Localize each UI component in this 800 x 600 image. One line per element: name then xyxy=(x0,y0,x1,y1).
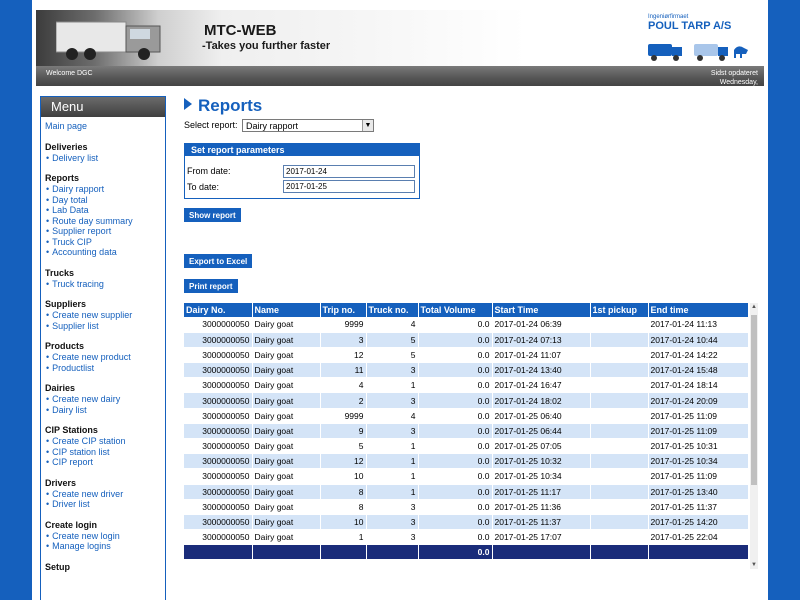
cell-dairy-no: 3000000050 xyxy=(184,378,252,393)
cell-start-time: 2017-01-25 06:40 xyxy=(492,408,590,423)
cell-trip-no: 4 xyxy=(320,378,366,393)
app-tagline: -Takes you further faster xyxy=(202,40,331,52)
scroll-down-icon[interactable]: ▼ xyxy=(751,562,757,568)
to-date-field[interactable]: 2017-01-25 xyxy=(283,180,415,193)
menu-section-cip-stations: CIP Stations xyxy=(45,425,98,435)
sidebar-item-label: Dairy list xyxy=(52,404,87,415)
sidebar-item-supplier-report[interactable] xyxy=(45,226,165,237)
cell-total-volume: 0.0 xyxy=(418,363,492,378)
export-excel-button[interactable]: Export to Excel xyxy=(184,254,252,268)
cell-truck-no: 1 xyxy=(366,484,418,499)
cell-truck-no: 3 xyxy=(366,423,418,438)
cell-dairy-no: 3000000050 xyxy=(184,514,252,529)
cell-dairy-no: 3000000050 xyxy=(184,347,252,362)
bullet-icon: • xyxy=(46,320,50,331)
sidebar-item-create-new-login[interactable] xyxy=(45,531,165,542)
cell-trip-no: 12 xyxy=(320,454,366,469)
bullet-icon: • xyxy=(46,310,50,320)
cell-1st-pickup xyxy=(590,332,648,347)
cell-truck-no: 3 xyxy=(366,499,418,514)
cell-name: Dairy goat xyxy=(252,499,320,514)
cell-start-time: 2017-01-24 11:07 xyxy=(492,347,590,362)
menu-section-deliveries: Deliveries xyxy=(45,141,88,152)
select-report-row xyxy=(184,120,372,131)
total-empty-cell xyxy=(320,545,366,560)
cell-1st-pickup xyxy=(590,484,648,499)
cell-name: Dairy goat xyxy=(252,469,320,484)
table-row xyxy=(184,439,748,454)
column-header-name[interactable]: Name xyxy=(252,303,320,317)
sidebar-item-label: Day total xyxy=(52,194,88,205)
sidebar-item-label: CIP station list xyxy=(52,446,110,457)
cell-1st-pickup xyxy=(590,423,648,438)
cell-total-volume: 0.0 xyxy=(418,439,492,454)
total-volume-cell: 0.0 xyxy=(418,545,492,560)
cell-1st-pickup xyxy=(590,469,648,484)
cell-trip-no: 11 xyxy=(320,363,366,378)
cell-start-time: 2017-01-24 07:13 xyxy=(492,332,590,347)
sidebar-item-label: Supplier list xyxy=(52,320,99,331)
cell-end-time: 2017-01-25 22:04 xyxy=(648,530,748,545)
status-bar xyxy=(36,66,764,86)
cell-name: Dairy goat xyxy=(252,393,320,408)
cell-total-volume: 0.0 xyxy=(418,393,492,408)
table-row xyxy=(184,423,748,438)
column-header-truck-no[interactable]: Truck no. xyxy=(366,303,418,317)
table-row xyxy=(184,530,748,545)
scroll-up-icon[interactable]: ▲ xyxy=(751,304,757,310)
cell-1st-pickup xyxy=(590,439,648,454)
cell-start-time: 2017-01-25 07:05 xyxy=(492,439,590,454)
cell-dairy-no: 3000000050 xyxy=(184,439,252,454)
menu-section-setup: Setup xyxy=(45,561,71,572)
updated-label: Sidst opdateret xyxy=(710,70,758,77)
table-row xyxy=(184,499,748,514)
report-select-value: Dairy rapport xyxy=(246,121,299,131)
cell-end-time: 2017-01-25 11:09 xyxy=(648,408,748,423)
sidebar-item-create-cip-station[interactable] xyxy=(45,436,165,447)
cell-name: Dairy goat xyxy=(252,439,320,454)
cell-dairy-no: 3000000050 xyxy=(184,469,252,484)
cell-trip-no: 9999 xyxy=(320,408,366,423)
cell-truck-no: 5 xyxy=(366,347,418,362)
cell-1st-pickup xyxy=(590,530,648,545)
menu-section-dairies: Dairies xyxy=(45,383,76,393)
cell-total-volume: 0.0 xyxy=(418,332,492,347)
sidebar-item-truck-tracing[interactable] xyxy=(45,279,165,290)
scrollbar-thumb[interactable] xyxy=(751,315,757,485)
cell-start-time: 2017-01-25 06:44 xyxy=(492,423,590,438)
cell-start-time: 2017-01-25 11:37 xyxy=(492,514,590,529)
sidebar-menu xyxy=(40,96,166,600)
cell-total-volume: 0.0 xyxy=(418,347,492,362)
welcome-text: Welcome DGC xyxy=(46,70,93,77)
from-date-label: From date: xyxy=(187,166,231,176)
sidebar-item-create-new-driver[interactable] xyxy=(45,489,165,500)
cell-end-time: 2017-01-24 10:44 xyxy=(648,332,748,347)
sidebar-item-route-day-summary[interactable] xyxy=(45,216,165,227)
print-report-button[interactable]: Print report xyxy=(184,279,238,293)
sidebar-item-label: Accounting data xyxy=(52,247,117,257)
cell-1st-pickup xyxy=(590,317,648,332)
cell-dairy-no: 3000000050 xyxy=(184,499,252,514)
sidebar-item-accounting-data[interactable] xyxy=(45,247,165,258)
sidebar-item-label: Truck tracing xyxy=(52,278,104,289)
sidebar-item-day-total[interactable] xyxy=(45,195,165,206)
cell-truck-no: 3 xyxy=(366,393,418,408)
title-arrow-icon xyxy=(184,98,192,110)
sidebar-item-label: Productlist xyxy=(52,362,95,373)
bullet-icon: • xyxy=(46,404,50,415)
bullet-icon: • xyxy=(46,499,50,509)
menu-body xyxy=(41,117,165,573)
cell-name: Dairy goat xyxy=(252,530,320,545)
bullet-icon: • xyxy=(46,184,50,194)
last-updated xyxy=(711,69,758,87)
sidebar-item-create-new-dairy[interactable] xyxy=(45,394,165,405)
sidebar-item-create-new-supplier[interactable] xyxy=(45,310,165,321)
sidebar-item-label: Truck CIP xyxy=(52,236,92,247)
cell-name: Dairy goat xyxy=(252,317,320,332)
cell-trip-no: 3 xyxy=(320,332,366,347)
cell-trip-no: 8 xyxy=(320,499,366,514)
total-empty-cell xyxy=(492,545,590,560)
report-table xyxy=(184,303,749,560)
sidebar-item-cip-station-list[interactable] xyxy=(45,447,165,458)
bullet-icon: • xyxy=(46,247,50,257)
cell-total-volume: 0.0 xyxy=(418,530,492,545)
cell-start-time: 2017-01-25 17:07 xyxy=(492,530,590,545)
cell-truck-no: 3 xyxy=(366,363,418,378)
menu-section-trucks: Trucks xyxy=(45,267,75,278)
sidebar-item-label: Supplier report xyxy=(52,226,112,236)
page-title-text: Reports xyxy=(198,96,263,115)
cell-1st-pickup xyxy=(590,514,648,529)
cell-start-time: 2017-01-24 18:02 xyxy=(492,393,590,408)
cell-truck-no: 3 xyxy=(366,530,418,545)
total-empty-cell xyxy=(590,545,648,560)
cell-1st-pickup xyxy=(590,393,648,408)
cell-trip-no: 12 xyxy=(320,347,366,362)
table-row xyxy=(184,363,748,378)
sidebar-item-cip-report[interactable] xyxy=(45,457,165,468)
sidebar-item-label: CIP report xyxy=(52,457,94,467)
cell-dairy-no: 3000000050 xyxy=(184,332,252,347)
cell-end-time: 2017-01-24 14:22 xyxy=(648,347,748,362)
menu-section-products: Products xyxy=(45,341,85,351)
sidebar-item-label: Delivery list xyxy=(52,152,99,163)
header xyxy=(36,10,764,66)
cell-dairy-no: 3000000050 xyxy=(184,408,252,423)
sidebar-item-main-page[interactable]: Main page xyxy=(45,121,88,131)
cell-total-volume: 0.0 xyxy=(418,484,492,499)
cell-trip-no: 9999 xyxy=(320,317,366,332)
menu-section-drivers: Drivers xyxy=(45,477,77,488)
report-parameters-panel xyxy=(184,143,420,199)
company-name: POUL TARP A/S xyxy=(648,20,732,32)
bullet-icon: • xyxy=(46,205,50,215)
cell-total-volume: 0.0 xyxy=(418,317,492,332)
cell-name: Dairy goat xyxy=(252,332,320,347)
cell-truck-no: 1 xyxy=(366,439,418,454)
column-header-1st-pickup[interactable]: 1st pickup xyxy=(590,303,648,317)
sidebar-item-manage-logins[interactable] xyxy=(45,541,165,552)
sidebar-item-delivery-list[interactable] xyxy=(45,153,165,164)
cell-dairy-no: 3000000050 xyxy=(184,454,252,469)
table-row xyxy=(184,484,748,499)
cell-start-time: 2017-01-25 10:32 xyxy=(492,454,590,469)
sidebar-item-truck-cip[interactable] xyxy=(45,237,165,248)
cell-trip-no: 8 xyxy=(320,484,366,499)
bullet-icon: • xyxy=(46,457,50,467)
menu-section-reports: Reports xyxy=(45,173,80,183)
table-row xyxy=(184,393,748,408)
sidebar-item-label: Dairy rapport xyxy=(52,184,105,194)
cell-1st-pickup xyxy=(590,499,648,514)
sidebar-item-label: Create CIP station xyxy=(52,436,126,446)
column-header-trip-no[interactable]: Trip no. xyxy=(320,303,366,317)
cell-end-time: 2017-01-25 10:34 xyxy=(648,454,748,469)
cell-trip-no: 2 xyxy=(320,393,366,408)
bullet-icon: • xyxy=(46,152,50,163)
page-title xyxy=(184,96,262,116)
table-row xyxy=(184,378,748,393)
cell-1st-pickup xyxy=(590,378,648,393)
truck-logo-icon xyxy=(56,16,176,62)
bullet-icon: • xyxy=(46,530,50,541)
cell-trip-no: 9 xyxy=(320,423,366,438)
menu-section-create-login: Create login xyxy=(45,519,98,530)
cell-total-volume: 0.0 xyxy=(418,514,492,529)
cell-dairy-no: 3000000050 xyxy=(184,317,252,332)
sidebar-item-label: Manage logins xyxy=(52,541,111,551)
cell-1st-pickup xyxy=(590,454,648,469)
cell-truck-no: 1 xyxy=(366,469,418,484)
cell-dairy-no: 3000000050 xyxy=(184,423,252,438)
cell-end-time: 2017-01-24 20:09 xyxy=(648,393,748,408)
sidebar-item-dairy-rapport[interactable] xyxy=(45,184,165,195)
bullet-icon: • xyxy=(46,446,50,457)
cell-end-time: 2017-01-25 11:09 xyxy=(648,423,748,438)
total-empty-cell xyxy=(252,545,320,560)
cell-dairy-no: 3000000050 xyxy=(184,363,252,378)
bullet-icon: • xyxy=(46,394,50,404)
cell-end-time: 2017-01-24 11:13 xyxy=(648,317,748,332)
bullet-icon: • xyxy=(46,488,50,499)
cell-truck-no: 3 xyxy=(366,514,418,529)
banner xyxy=(36,10,526,66)
bullet-icon: • xyxy=(46,226,50,236)
cell-start-time: 2017-01-25 11:36 xyxy=(492,499,590,514)
table-row xyxy=(184,408,748,423)
cell-dairy-no: 3000000050 xyxy=(184,484,252,499)
cell-trip-no: 5 xyxy=(320,439,366,454)
cell-dairy-no: 3000000050 xyxy=(184,393,252,408)
company-small-label: Ingeniørfirmaet xyxy=(648,14,689,20)
main-content xyxy=(184,96,764,600)
cell-name: Dairy goat xyxy=(252,378,320,393)
updated-value: Wednesday, xyxy=(719,79,758,86)
total-empty-cell xyxy=(184,545,252,560)
cell-1st-pickup xyxy=(590,347,648,362)
menu-section-suppliers: Suppliers xyxy=(45,299,87,309)
cell-total-volume: 0.0 xyxy=(418,469,492,484)
bullet-icon: • xyxy=(46,436,50,446)
company-trucks-icon xyxy=(646,38,752,62)
column-header-end-time[interactable]: End time xyxy=(648,303,748,317)
bullet-icon: • xyxy=(46,541,50,551)
chevron-down-icon[interactable]: ▼ xyxy=(362,120,373,131)
cell-name: Dairy goat xyxy=(252,363,320,378)
table-row xyxy=(184,454,748,469)
cell-start-time: 2017-01-24 06:39 xyxy=(492,317,590,332)
cell-name: Dairy goat xyxy=(252,423,320,438)
table-row xyxy=(184,317,748,332)
cell-dairy-no: 3000000050 xyxy=(184,530,252,545)
cell-end-time: 2017-01-24 15:48 xyxy=(648,363,748,378)
cell-end-time: 2017-01-25 11:09 xyxy=(648,469,748,484)
cell-1st-pickup xyxy=(590,408,648,423)
bullet-icon: • xyxy=(46,236,50,247)
sidebar-item-label: Create new product xyxy=(52,352,131,362)
cell-truck-no: 4 xyxy=(366,317,418,332)
cell-name: Dairy goat xyxy=(252,484,320,499)
menu-title: Menu xyxy=(41,97,165,117)
table-scrollbar[interactable] xyxy=(750,303,758,569)
cell-start-time: 2017-01-24 16:47 xyxy=(492,378,590,393)
cell-truck-no: 1 xyxy=(366,454,418,469)
bullet-icon: • xyxy=(46,278,50,289)
report-table-container xyxy=(184,303,758,569)
cell-trip-no: 10 xyxy=(320,514,366,529)
sidebar-item-lab-data[interactable] xyxy=(45,205,165,216)
cell-truck-no: 1 xyxy=(366,378,418,393)
table-row xyxy=(184,469,748,484)
table-row xyxy=(184,514,748,529)
parameters-title: Set report parameters xyxy=(185,144,419,156)
bullet-icon: • xyxy=(46,362,50,373)
bullet-icon: • xyxy=(46,194,50,205)
bullet-icon: • xyxy=(46,215,50,226)
column-header-start-time[interactable]: Start Time xyxy=(492,303,590,317)
cell-start-time: 2017-01-25 10:34 xyxy=(492,469,590,484)
column-header-dairy-no[interactable]: Dairy No. xyxy=(184,303,252,317)
bullet-icon: • xyxy=(46,352,50,362)
cell-total-volume: 0.0 xyxy=(418,408,492,423)
table-header-row xyxy=(184,303,748,317)
sidebar-item-driver-list[interactable] xyxy=(45,499,165,510)
cell-total-volume: 0.0 xyxy=(418,499,492,514)
cell-end-time: 2017-01-25 14:20 xyxy=(648,514,748,529)
cell-name: Dairy goat xyxy=(252,514,320,529)
cell-total-volume: 0.0 xyxy=(418,454,492,469)
total-empty-cell xyxy=(648,545,748,560)
sidebar-item-label: Driver list xyxy=(52,499,90,509)
cell-start-time: 2017-01-24 13:40 xyxy=(492,363,590,378)
cell-trip-no: 10 xyxy=(320,469,366,484)
cell-name: Dairy goat xyxy=(252,347,320,362)
cell-end-time: 2017-01-25 13:40 xyxy=(648,484,748,499)
cell-truck-no: 5 xyxy=(366,332,418,347)
from-date-field[interactable]: 2017-01-24 xyxy=(283,165,415,178)
sidebar-item-supplier-list[interactable] xyxy=(45,321,165,332)
cell-total-volume: 0.0 xyxy=(418,423,492,438)
cell-1st-pickup xyxy=(590,363,648,378)
cell-name: Dairy goat xyxy=(252,454,320,469)
column-header-total-volume[interactable]: Total Volume xyxy=(418,303,492,317)
sidebar-item-label: Create new dairy xyxy=(52,394,121,404)
cell-end-time: 2017-01-25 10:31 xyxy=(648,439,748,454)
sidebar-item-productlist[interactable] xyxy=(45,363,165,374)
company-logo xyxy=(644,14,754,64)
sidebar-item-label: Route day summary xyxy=(52,215,133,226)
cell-truck-no: 4 xyxy=(366,408,418,423)
cell-total-volume: 0.0 xyxy=(418,378,492,393)
sidebar-item-label: Create new driver xyxy=(52,488,124,499)
cell-trip-no: 1 xyxy=(320,530,366,545)
cell-end-time: 2017-01-24 18:14 xyxy=(648,378,748,393)
total-empty-cell xyxy=(366,545,418,560)
table-row xyxy=(184,332,748,347)
sidebar-item-create-new-product[interactable] xyxy=(45,352,165,363)
select-report-label: Select report: xyxy=(184,120,238,130)
app-title: MTC-WEB xyxy=(204,22,277,39)
to-date-label: To date: xyxy=(187,182,220,192)
cell-name: Dairy goat xyxy=(252,408,320,423)
table-total-row xyxy=(184,545,748,560)
cell-start-time: 2017-01-25 11:17 xyxy=(492,484,590,499)
app-frame xyxy=(32,0,768,600)
table-row xyxy=(184,347,748,362)
sidebar-item-dairy-list[interactable] xyxy=(45,405,165,416)
report-select[interactable] xyxy=(242,119,374,132)
sidebar-item-label: Create new login xyxy=(52,530,120,541)
cell-end-time: 2017-01-25 11:37 xyxy=(648,499,748,514)
show-report-button[interactable]: Show report xyxy=(184,208,241,222)
sidebar-item-label: Create new supplier xyxy=(52,310,133,320)
sidebar-item-label: Lab Data xyxy=(52,205,89,215)
